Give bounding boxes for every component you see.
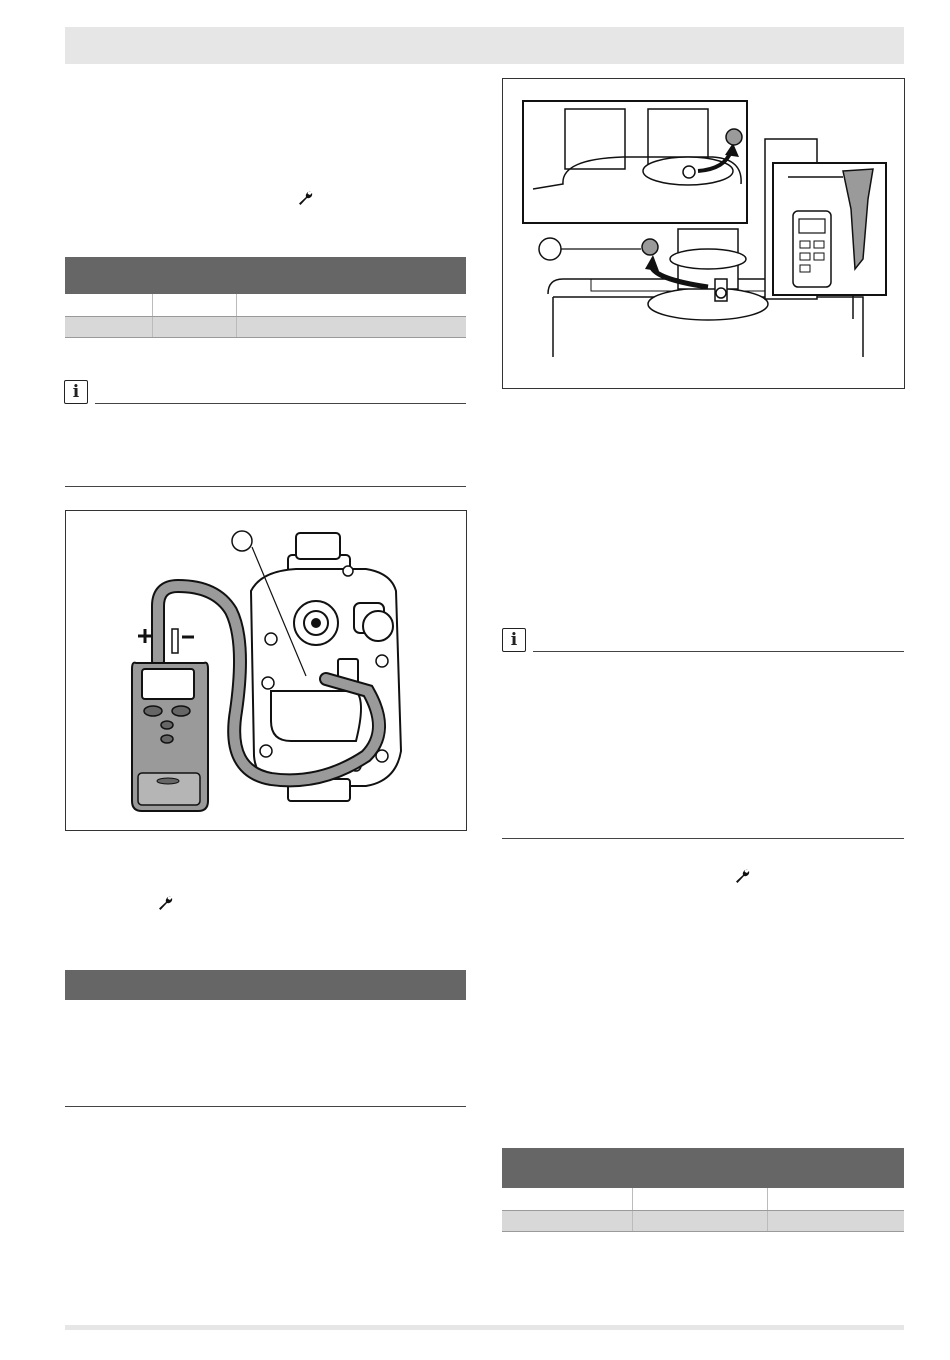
table-header-cell: [502, 1148, 632, 1188]
figure-gas-valve-manometer: [65, 510, 467, 831]
flue-test-point-illustration: [503, 79, 904, 388]
table-left: [65, 257, 466, 338]
wrench-icon: [734, 868, 750, 884]
table-cell: [152, 316, 236, 337]
table-row: [65, 294, 466, 316]
info-icon: i: [502, 628, 526, 652]
table-header-cell: [632, 1148, 767, 1188]
table-row: [502, 1188, 904, 1210]
table-row: [65, 316, 466, 337]
table-cell: [632, 1188, 767, 1210]
table-cell: [236, 316, 466, 337]
section-heading-bar: [65, 970, 466, 1000]
table-header-cell: [152, 257, 236, 294]
table-cell: [236, 294, 466, 316]
table-header-cell: [767, 1148, 904, 1188]
table-cell: [767, 1210, 904, 1231]
table-cell: [65, 294, 152, 316]
info-icon: i: [64, 380, 88, 404]
figure-flue-gas-analyser: [502, 78, 905, 389]
table-right: [502, 1148, 904, 1232]
table-header-cell: [236, 257, 466, 294]
wrench-icon: [297, 190, 313, 206]
table-cell: [632, 1210, 767, 1231]
divider: [65, 486, 466, 487]
table-cell: [767, 1188, 904, 1210]
divider: [533, 651, 904, 652]
table-cell: [502, 1188, 632, 1210]
page-footer-bar: [65, 1325, 904, 1330]
divider: [65, 1106, 466, 1107]
table-cell: [152, 294, 236, 316]
divider: [95, 403, 466, 404]
divider: [502, 838, 904, 839]
page-header-bar: [65, 27, 904, 64]
table-header-cell: [65, 257, 152, 294]
gas-valve-manometer-illustration: [66, 511, 466, 830]
table-cell: [502, 1210, 632, 1231]
table-row: [502, 1210, 904, 1231]
table-cell: [65, 316, 152, 337]
wrench-icon: [157, 895, 173, 911]
